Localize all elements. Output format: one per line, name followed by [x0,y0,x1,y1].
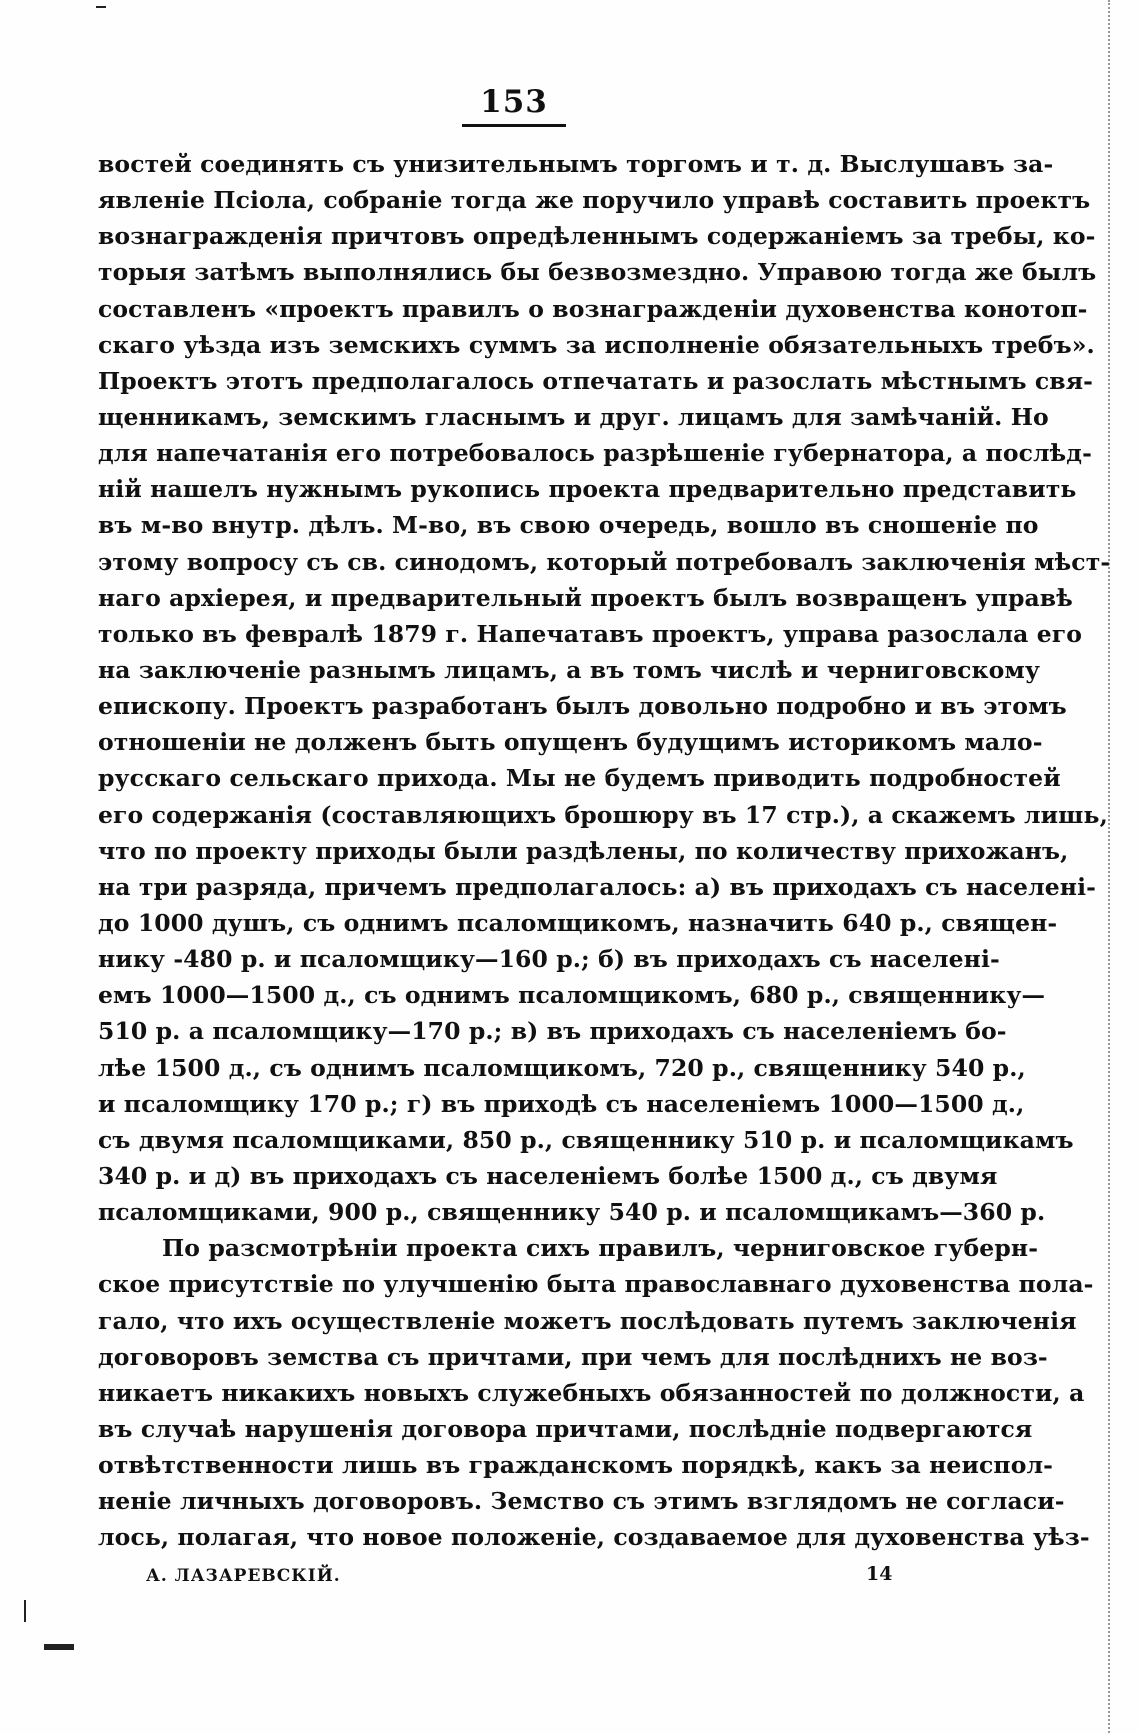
text-line: этому вопросу съ св. синодомъ, который потребовалъ заключенія мѣст- [98,547,1111,576]
text-line: ній нашелъ нужнымъ рукопись проекта предварительно представить [98,475,1077,504]
text-line: гало, что ихъ осуществленіе можетъ послѣдовать путемъ заключенія [98,1306,1077,1335]
scan-mark-top [96,6,106,8]
footer-signature: А. ЛАЗАРЕВСКІЙ. [146,1566,341,1586]
text-line: на заключеніе разнымъ лицамъ, а въ томъ числѣ и черниговскому [98,655,1041,684]
text-line: отношеніи не долженъ быть опущенъ будущимъ историкомъ мало- [98,728,1043,757]
text-line: нику -480 р. и псаломщику—160 р.; б) въ приходахъ съ населені- [98,945,1000,974]
text-line: торыя затѣмъ выполнялись бы безвозмездно. Управою тогда же былъ [98,258,1097,287]
page-number: 153 [462,84,566,127]
text-line: съ двумя псаломщиками, 850 р., священнику 510 р. и псаломщикамъ [98,1125,1074,1154]
text-line: договоровъ земства съ причтами, при чемъ для послѣднихъ не воз- [98,1342,1048,1371]
body-text [98,146,1111,1555]
text-line: востей соединять съ унизительнымъ торгомъ и т. д. Выслушавъ за- [98,150,1054,178]
text-line: наго архіерея, и предварительный проектъ былъ возвращенъ управѣ [98,583,1073,612]
text-line: ское присутствіе по улучшенію быта православнаго духовенства пола- [98,1270,1094,1299]
text-line: емъ 1000—1500 д., съ однимъ псаломщикомъ, 680 р., священнику— [98,981,1046,1010]
text-line: Проектъ этотъ предполагалось отпечатать и разослать мѣстнымъ свя- [98,366,1094,395]
text-line: русскаго сельскаго прихода. Мы не будемъ приводить подробностей [98,764,1061,793]
footer-sheet-number: 14 [866,1563,893,1585]
text-line: епископу. Проектъ разработанъ былъ довольно подробно и въ этомъ [98,692,1067,721]
text-line: что по проекту приходы были раздѣлены, по количеству прихожанъ, [98,836,1069,865]
text-line: и псаломщику 170 р.; г) въ приходѣ съ населеніемъ 1000—1500 д., [98,1089,1025,1118]
scan-mark-bottom-left [44,1644,74,1650]
text-line: въ м-во внутр. дѣлъ. М-во, въ свою очередь, вошло въ сношеніе по [98,511,1039,540]
text-line: лось, полагая, что новое положеніе, создаваемое для духовенства уѣз- [98,1523,1090,1552]
text-line: щенникамъ, земскимъ гласнымъ и друг. лицамъ для замѣчаній. Но [98,402,1049,431]
text-line: скаго уѣзда изъ земскихъ суммъ за исполненіе обязательныхъ требъ». [98,330,1095,359]
text-line: его содержанія (составляющихъ брошюру въ 17 стр.), а скажемъ лишь, [98,800,1108,829]
text-line: неніе личныхъ договоровъ. Земство съ этимъ взглядомъ не согласи- [98,1487,1065,1516]
text-line: для напечатанія его потребовалось разрѣшеніе губернатора, а послѣд- [98,439,1092,468]
text-line: въ случаѣ нарушенія договора причтами, послѣдніе подвергаются [98,1414,1033,1443]
text-line: 510 р. а псаломщику—170 р.; в) въ приходахъ съ населеніемъ бо- [98,1017,1007,1046]
scan-mark-left [24,1600,26,1622]
text-line: По разсмотрѣніи проекта сихъ правилъ, черниговское губерн- [162,1234,1039,1263]
text-line: псаломщиками, 900 р., священнику 540 р. и псаломщикамъ—360 р. [98,1198,1046,1227]
text-line: на три разряда, причемъ предполагалось: а) въ приходахъ съ населені- [98,872,1096,901]
text-line: отвѣтственности лишь въ гражданскомъ порядкѣ, какъ за неиспол- [98,1451,1053,1480]
scan-edge-artifact [1108,0,1132,1733]
text-line: 340 р. и д) въ приходахъ съ населеніемъ болѣе 1500 д., съ двумя [98,1161,998,1190]
text-line: до 1000 душъ, съ однимъ псаломщикомъ, назначить 640 р., священ- [98,908,1058,937]
text-line: явленіе Псіола, собраніе тогда же поручило управѣ составить проектъ [98,186,1091,215]
text-line: никаетъ никакихъ новыхъ служебныхъ обязанностей по должности, а [98,1378,1085,1407]
text-line: лѣе 1500 д., съ однимъ псаломщикомъ, 720 р., священнику 540 р., [98,1053,1026,1082]
text-line: только въ февралѣ 1879 г. Напечатавъ проектъ, управа разослала его [98,619,1083,648]
text-line: вознагражденія причтовъ опредѣленнымъ содержаніемъ за требы, ко- [98,222,1096,251]
text-line: составленъ «проектъ правилъ о вознагражденіи духовенства конотоп- [98,294,1088,323]
